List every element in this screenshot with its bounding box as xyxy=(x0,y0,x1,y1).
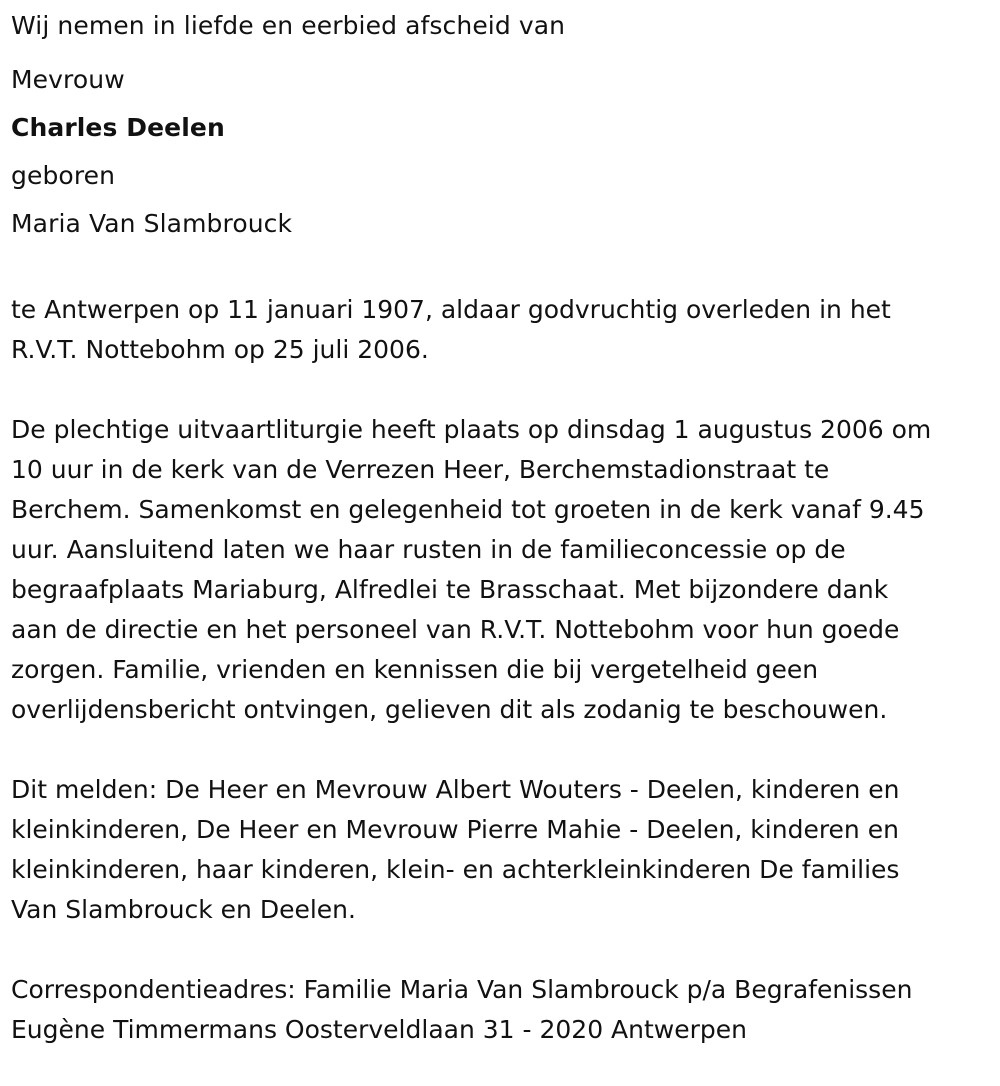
paragraph-line: Dit melden: De Heer en Mevrouw Albert Wouters - Deelen, kinderen en xyxy=(11,775,900,804)
paragraph-line: kleinkinderen, De Heer en Mevrouw Pierre Mahie - Deelen, kinderen en xyxy=(11,815,899,844)
correspondence-paragraph xyxy=(11,970,990,1050)
paragraph-line: begraafplaats Mariaburg, Alfredlei te Brasschaat. Met bijzondere dank xyxy=(11,575,889,604)
honorific: Mevrouw xyxy=(11,65,125,94)
paragraph-line: 10 uur in de kerk van de Verrezen Heer, Berchemstadionstraat te xyxy=(11,455,830,484)
announced-by-paragraph xyxy=(11,770,990,930)
paragraph-line: De plechtige uitvaartliturgie heeft plaats op dinsdag 1 augustus 2006 om xyxy=(11,415,932,444)
deceased-name: Charles Deelen xyxy=(11,113,225,142)
paragraph-line: Eugène Timmermans Oosterveldlaan 31 - 2020 Antwerpen xyxy=(11,1015,747,1044)
paragraph-line: Van Slambrouck en Deelen. xyxy=(11,895,356,924)
funeral-paragraph xyxy=(11,410,990,730)
paragraph-line: Correspondentieadres: Familie Maria Van Slambrouck p/a Begrafenissen xyxy=(11,975,913,1004)
birth-death-paragraph xyxy=(11,290,990,370)
paragraph-line: te Antwerpen op 11 januari 1907, aldaar godvruchtig overleden in het xyxy=(11,295,891,324)
paragraph-line: aan de directie en het personeel van R.V.T. Nottebohm voor hun goede xyxy=(11,615,900,644)
maiden-name: Maria Van Slambrouck xyxy=(11,209,293,238)
paragraph-line: Berchem. Samenkomst en gelegenheid tot groeten in de kerk vanaf 9.45 xyxy=(11,495,925,524)
paragraph-line: uur. Aansluitend laten we haar rusten in de familieconcessie op de xyxy=(11,535,846,564)
paragraph-line: R.V.T. Nottebohm op 25 juli 2006. xyxy=(11,335,429,364)
intro-text: Wij nemen in liefde en eerbied afscheid van xyxy=(11,11,566,40)
paragraph-line: overlijdensbericht ontvingen, gelieven dit als zodanig te beschouwen. xyxy=(11,695,888,724)
paragraph-line: zorgen. Familie, vrienden en kennissen die bij vergetelheid geen xyxy=(11,655,819,684)
born-label: geboren xyxy=(11,161,116,190)
paragraph-line: kleinkinderen, haar kinderen, klein- en achterkleinkinderen De families xyxy=(11,855,900,884)
